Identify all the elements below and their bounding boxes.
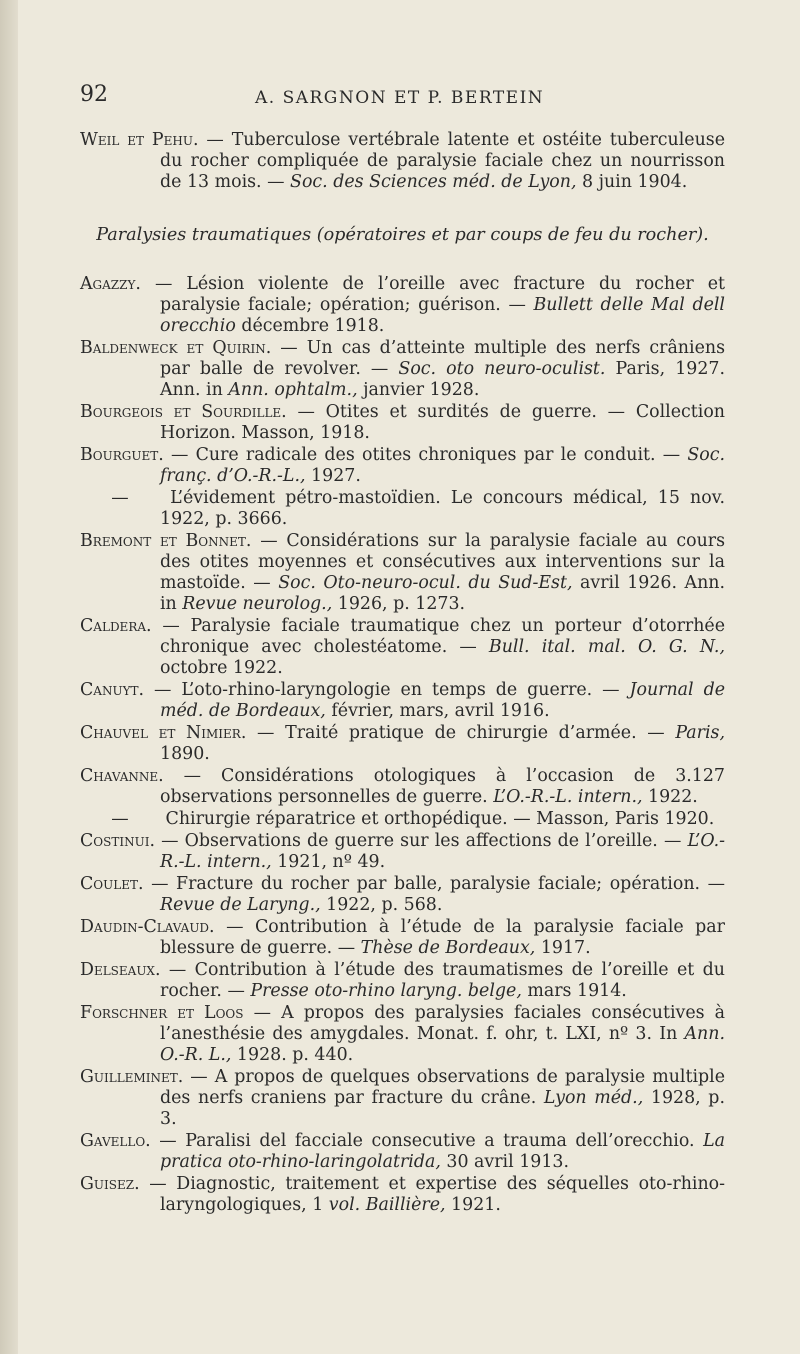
entry-text: L’évidement pétro-mastoïdien. Le concours médical, 15 nov. 1922, p. 3666. (160, 488, 725, 529)
entry-source: Journal de méd. de Bordeaux, (160, 680, 725, 721)
entry-tail: 1928. p. 440. (231, 1045, 354, 1065)
entry-authors: Costinui. (80, 831, 155, 851)
entry-text: — A propos des paralysies faciales consécutives à l’anesthésie des amygdales. Monat. f. ohr, t. LXI, nº 3. In (160, 1003, 726, 1044)
entry-tail: 1917. (535, 938, 591, 958)
entry-tail-2: janvier 1928. (357, 380, 480, 400)
entry-tail: 1927. (305, 466, 361, 486)
entry-tail: Paris, 1927. Ann. in (160, 359, 725, 400)
entry-text: Chirurgie réparatrice et orthopédique. — Masson, Paris 1920. (160, 809, 715, 829)
entry-authors: Delseaux. (80, 960, 161, 980)
entry-source: Thèse de Bordeaux, (360, 938, 536, 958)
entry-tail: 1922, p. 568. (320, 895, 443, 915)
entry-text: — Lésion violente de l’oreille avec fracture du rocher et paralysie faciale; opération; guérison. — (140, 274, 725, 315)
entry-authors: Coulet. (80, 874, 144, 894)
entry-text: — Diagnostic, traitement et expertise des séquelles oto-rhino-laryngologiques, 1 (139, 1174, 725, 1215)
bibliography-entry (80, 488, 725, 530)
section-title: Paralysies traumatiques (opératoires et par coups de feu du rocher). (96, 225, 709, 245)
entry-text: — L’oto-rhino-laryngologie en temps de guerre. — (144, 680, 630, 700)
bibliography-entry (80, 680, 725, 722)
entry-text: — Considérations otologiques à l’occasion de 3.127 observations personnelles de guerre. (160, 766, 725, 807)
bibliography-entry (80, 531, 725, 615)
ditto-dash: — (111, 809, 129, 829)
entry-tail: 8 juin 1904. (576, 172, 688, 192)
entry-authors: Weil et Pehu. (80, 130, 199, 150)
bibliography-entry (80, 723, 725, 765)
bibliography (80, 130, 725, 1217)
entry-tail: 30 avril 1913. (440, 1152, 569, 1172)
entry-text: — Fracture du rocher par balle, paralysie faciale; opération. — (143, 874, 725, 894)
entry-text: — A propos de quelques observations de paralysie multiple des nerfs craniens par fracture du crâne. (160, 1067, 725, 1108)
entry-source: Presse oto-rhino laryng. belge, (250, 981, 522, 1001)
bibliography-entry (80, 960, 725, 1002)
entry-source: Paris, (675, 723, 725, 743)
entry-source: Lyon méd., (543, 1088, 644, 1108)
entry-text: — Traité pratique de chirurgie d’armée. — (246, 723, 676, 743)
entry-source: L’O.-R.-L. intern., (160, 831, 725, 872)
entry-source: L’O.-R.-L. intern., (493, 787, 643, 807)
page-header (80, 82, 720, 112)
entry-source: Ann. O.-R. L., (160, 1024, 725, 1065)
entry-authors: Canuyt. (80, 680, 145, 700)
entry-tail: 1921, nº 49. (271, 852, 386, 872)
entry-text: — Observations de guerre sur les affections de l’oreille. — (155, 831, 688, 851)
entry-text: — Paralysie faciale traumatique chez un porteur d’otorrhée chronique avec cholestéatome. — (151, 616, 725, 657)
entry-tail: décembre 1918. (235, 316, 385, 336)
entry-text: — Cure radicale des otites chroniques par le conduit. — (163, 445, 688, 465)
entry-tail: avril 1926. Ann. in (160, 573, 725, 614)
entry-authors: Guilleminet. (80, 1067, 184, 1087)
bibliography-entry (80, 274, 725, 337)
entry-source: Soc. oto neuro-oculist. (398, 359, 606, 379)
entry-tail: février, mars, avril 1916. (325, 701, 550, 721)
bibliography-entry (80, 874, 725, 916)
entry-source: Bull. ital. mal. O. G. N., (488, 637, 725, 657)
entry-source: Soc. des Sciences méd. de Lyon, (290, 172, 577, 192)
entry-authors: Daudin-Clavaud. (80, 917, 215, 937)
entry-source: vol. Baillière, (328, 1195, 446, 1215)
entry-text: — Tuberculose vertébrale latente et ostéite tuberculeuse du rocher compliquée de paralysie faciale chez un nourrisson de 13 mois. — (160, 130, 725, 192)
entry-tail: 1921. (445, 1195, 501, 1215)
bibliography-entry (80, 445, 725, 487)
bibliography-entry (80, 1003, 725, 1066)
bibliography-entry (80, 1174, 725, 1216)
bibliography-entry (80, 1131, 725, 1173)
entry-authors: Baldenweck et Quirin. (80, 338, 272, 358)
entry-source: Revue de Laryng., (160, 895, 321, 915)
entry-text: — Considérations sur la paralysie faciale au cours des otites moyennes et consécutives aux interventions sur la mastoïde. — (160, 531, 726, 593)
entry-authors: Bourgeois et Sourdille. (80, 402, 287, 422)
page-number: 92 (80, 82, 108, 107)
entry-authors: Guisez. (80, 1174, 140, 1194)
running-title: A. SARGNON ET P. BERTEIN (255, 88, 545, 108)
bibliography-entry (80, 402, 725, 444)
entry-tail: 1928, p. 3. (160, 1088, 725, 1129)
entry-source: La pratica oto-rhino-laringolatrida, (160, 1131, 725, 1172)
entry-authors: Forschner et Loos (80, 1003, 244, 1023)
entry-authors: Chauvel et Nimier. (80, 723, 247, 743)
entry-tail: mars 1914. (521, 981, 627, 1001)
entry-authors: Bremont et Bonnet. (80, 531, 252, 551)
entry-tail-2: 1926, p. 1273. (332, 594, 466, 614)
entry-text: — Otites et surdités de guerre. — Collection Horizon. Masson, 1918. (160, 402, 725, 443)
entry-tail: 1890. (160, 744, 210, 764)
entry-text: — Paralisi del facciale consecutive a trauma dell’orecchio. (150, 1131, 704, 1151)
bibliography-entry (80, 809, 725, 830)
bibliography-entry (80, 130, 725, 193)
entry-source-2: Revue neurolog., (182, 594, 333, 614)
bibliography-entry (80, 616, 725, 679)
entry-authors: Gavello. (80, 1131, 151, 1151)
entry-authors: Chavanne. (80, 766, 164, 786)
entry-source: Soc. Oto-neuro-ocul. du Sud-Est, (278, 573, 573, 593)
entry-source-2: Ann. ophtalm., (228, 380, 358, 400)
entry-list (80, 274, 725, 1216)
entry-text: — Contribution à l’étude de la paralysie faciale par blessure de guerre. — (160, 917, 725, 958)
entry-tail: 1922. (642, 787, 698, 807)
entry-source: Soc. franç. d’O.-R.-L., (160, 445, 725, 486)
bibliography-entry (80, 766, 725, 808)
bibliography-entry (80, 831, 725, 873)
bibliography-entry (80, 338, 725, 401)
entry-source: Bullett delle Mal dell orecchio (160, 295, 725, 336)
page-edge (0, 0, 18, 1354)
entry-tail: octobre 1922. (160, 658, 283, 678)
entry-text: — Contribution à l’étude des traumatismes de l’oreille et du rocher. — (160, 960, 725, 1001)
bibliography-entry (80, 1067, 725, 1130)
ditto-dash: — (111, 488, 129, 508)
entry-text: — Un cas d’atteinte multiple des nerfs crâniens par balle de revolver. — (160, 338, 725, 379)
entry-authors: Agazzy. (80, 274, 141, 294)
entry-authors: Caldera. (80, 616, 152, 636)
entry-authors: Bourguet. (80, 445, 164, 465)
bibliography-entry (80, 917, 725, 959)
